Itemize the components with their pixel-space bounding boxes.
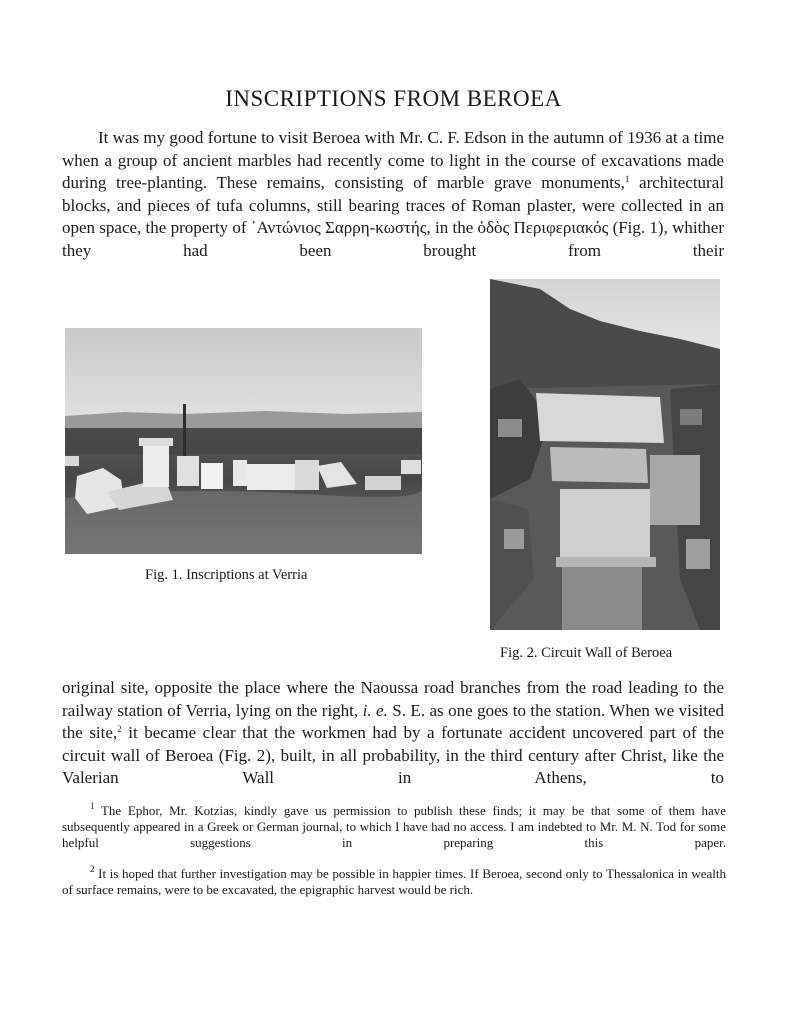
greek-street: ὁδὸς Περιφεριακός	[477, 218, 609, 238]
footnote-ref-1[interactable]: 1	[624, 174, 630, 185]
paragraph-text: S. E. as one goes to the station. When we visited the site,	[62, 700, 724, 743]
footnote-text: It is hoped that further investigation may be possible in happier times. If Beroea, second only to Thessalonica in wealth of surface remains, were to be excavated, the epigraphic harvest would be rich.	[62, 866, 726, 897]
paragraph-text: it became clear that the workmen had by a fortunate accident uncovered part of the circuit wall of Beroea (Fig. 2), built, in all probability, in the third century after Christ, like the Valerian Wall in Athens, to	[62, 723, 724, 788]
paragraph-continuation	[62, 677, 724, 813]
footnote-number: 1	[90, 801, 95, 811]
circuit-wall-photo-image	[490, 279, 720, 630]
footnote-number: 2	[90, 864, 95, 875]
inscriptions-photo-image	[65, 328, 422, 554]
footnote-1	[62, 803, 726, 866]
paragraph-text: original site, opposite the place where the Naoussa road branches from the road leading to the railway station of Verria, lying on the right,	[62, 678, 724, 720]
paragraph-text: It was my good fortune to visit Beroea with Mr. C. F. Edson in the autumn of 1936 at a time when a group of ancient marbles had recently come to light in the course of excavations made during tree-planting. These remains, consisting of marble grave monuments,	[62, 128, 724, 193]
paragraph-text: , in the	[426, 218, 478, 238]
footnote-2	[62, 866, 726, 898]
paragraph-intro	[62, 127, 724, 285]
paragraph-text: (Fig. 1), whither they had been brought from their	[62, 218, 724, 260]
paragraph-text: architectural blocks, and pieces of tufa columns, still bearing traces of Roman plaster, were collected in an open space, the property of	[62, 173, 724, 238]
greek-name: ᾽Αντώνιος Σαρρη-κωστής	[250, 218, 427, 238]
figure-1-caption: Fig. 1. Inscriptions at Verria	[145, 567, 308, 583]
page-title: INSCRIPTIONS FROM BEROEA	[225, 86, 562, 111]
footnote-ref-2[interactable]: 2	[117, 724, 122, 735]
abbreviation-ie: i. e.	[362, 700, 388, 720]
figure-2-photo	[490, 279, 720, 630]
figure-1-photo	[65, 328, 422, 554]
footnotes	[62, 803, 726, 898]
figure-2-caption: Fig. 2. Circuit Wall of Beroea	[500, 645, 673, 661]
footnote-text: The Ephor, Mr. Kotzias, kindly gave us permission to publish these finds; it may be that some of them have subsequently appeared in a Greek or German journal, to which I have had no access. I am indebted to Mr. M. N. Tod for some helpful suggestions in preparing this paper.	[62, 803, 726, 850]
